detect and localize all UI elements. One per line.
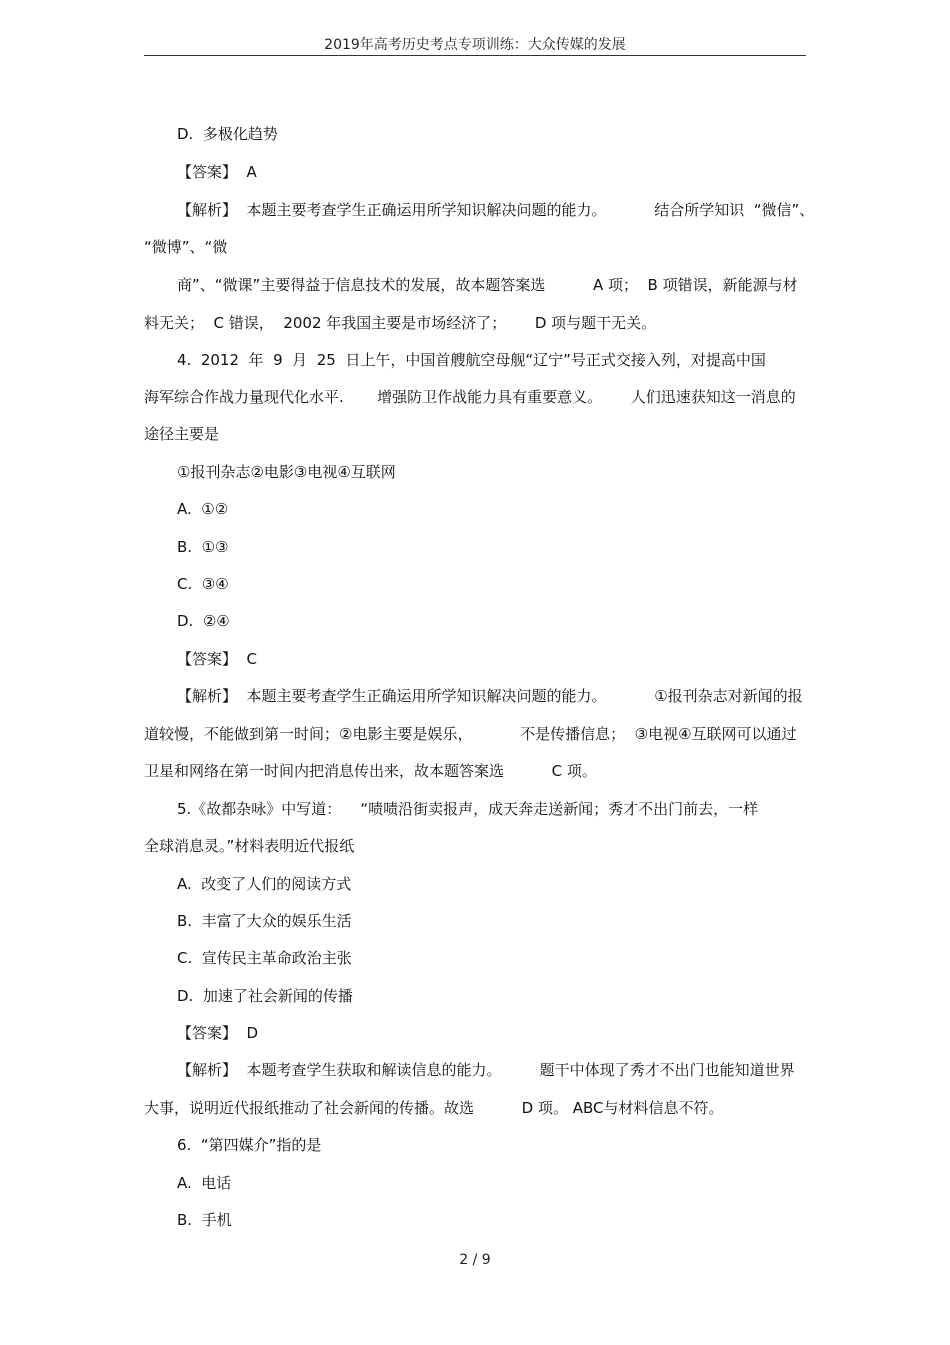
text-line: 道较慢，不能做到第一时间；②电影主要是娱乐， 不是传播信息； ③电视④互联网可以通过 <box>144 725 797 743</box>
text-line: A. 改变了人们的阅读方式 <box>177 875 352 893</box>
text-line: 5.《故都杂咏》中写道： “啧啧沿街卖报声，成天奔走送新闻；秀才不出门前去，一样 <box>177 800 759 818</box>
text-line: D. 多极化趋势 <box>177 125 278 143</box>
text-line: 料无关； C 错误， 2002 年我国主要是市场经济了； D 项与题干无关。 <box>144 314 657 332</box>
page-header: 2019年高考历史考点专项训练：大众传媒的发展 <box>324 37 626 53</box>
text-line: A. ①② <box>177 500 229 518</box>
header-divider <box>144 55 806 56</box>
text-line: 【答案】 A <box>177 163 257 181</box>
text-line: C. ③④ <box>177 575 229 593</box>
text-line: 途径主要是 <box>144 425 220 443</box>
text-line: 4. 2012 年 9 月 25 日上午，中国首艘航空母舰“辽宁”号正式交接入列，对提高中国 <box>177 351 766 369</box>
text-line: 商”、“微课”主要得益于信息技术的发展，故本题答案选 A 项； B 项错误，新能源与材 <box>177 276 798 294</box>
text-line: 大事，说明近代报纸推动了社会新闻的传播。故选 D 项。 ABC与材料信息不符。 <box>144 1099 724 1117</box>
text-line: D. ②④ <box>177 612 230 630</box>
text-line: 海军综合作战力量现代化水平. 增强防卫作战能力具有重要意义。 人们迅速获知这一消息的 <box>144 388 796 406</box>
text-line: 【解析】 本题主要考查学生正确运用所学知识解决问题的能力。 结合所学知识 “微信”、 <box>177 201 815 219</box>
text-line: 【解析】 本题考查学生获取和解读信息的能力。 题干中体现了秀才不出门也能知道世界 <box>177 1061 795 1079</box>
text-line: B. 手机 <box>177 1211 232 1229</box>
text-line: C. 宣传民主革命政治主张 <box>177 949 352 967</box>
text-line: A. 电话 <box>177 1174 232 1192</box>
text-line: 6. “第四媒介”指的是 <box>177 1136 322 1154</box>
text-line: 【答案】 C <box>177 650 258 668</box>
text-line: “微博”、“微 <box>144 238 228 256</box>
text-line: 【答案】 D <box>177 1024 259 1042</box>
text-line: B. 丰富了大众的娱乐生活 <box>177 912 352 930</box>
text-line: ①报刊杂志②电影③电视④互联网 <box>177 463 396 481</box>
text-line: 【解析】 本题主要考查学生正确运用所学知识解决问题的能力。 ①报刊杂志对新闻的报 <box>177 687 803 705</box>
page-number: 2 / 9 <box>459 1252 491 1268</box>
text-line: B. ①③ <box>177 538 229 556</box>
text-line: 全球消息灵。”材料表明近代报纸 <box>144 837 355 855</box>
text-line: 卫星和网络在第一时间内把消息传出来，故本题答案选 C 项。 <box>144 762 597 780</box>
text-line: D. 加速了社会新闻的传播 <box>177 987 353 1005</box>
